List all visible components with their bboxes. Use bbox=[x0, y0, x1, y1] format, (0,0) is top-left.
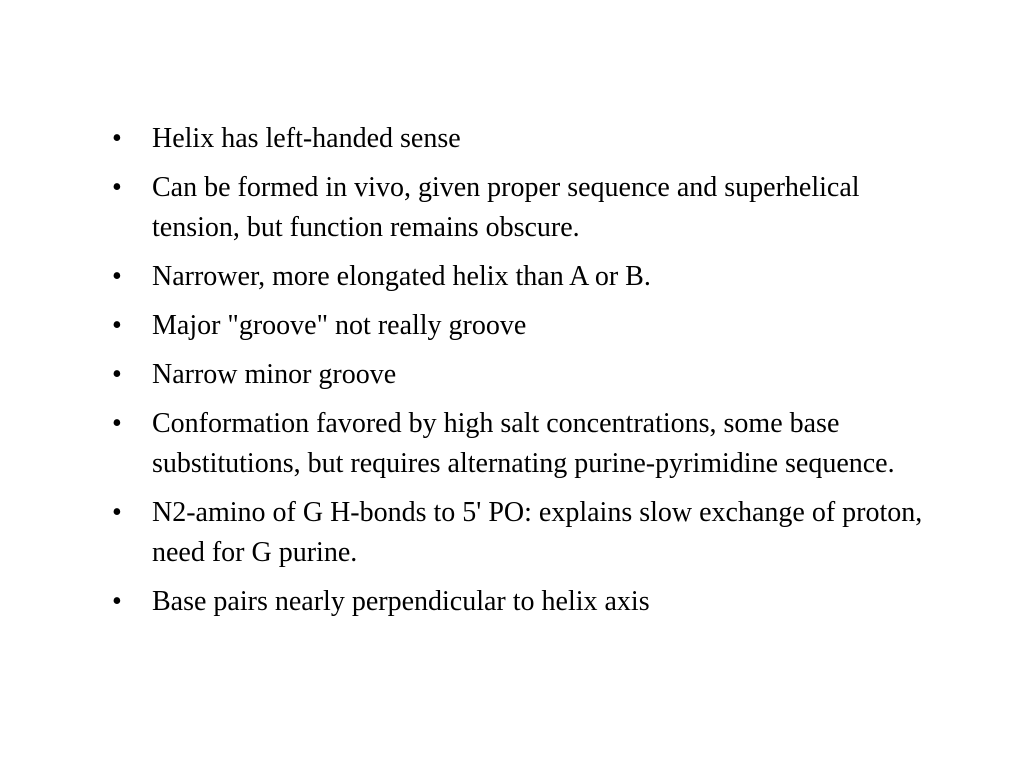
bullet-dot-icon: • bbox=[112, 261, 122, 292]
bullet-text: Can be formed in vivo, given proper sequence and superhelical tension, but function remains obscure. bbox=[152, 172, 860, 243]
bullet-item-left-handed bbox=[112, 119, 932, 159]
bullet-item-conformation bbox=[112, 404, 932, 484]
bullet-text: N2-amino of G H-bonds to 5' PO: explains slow exchange of proton, need for G purine. bbox=[152, 497, 923, 568]
bullet-dot-icon: • bbox=[112, 586, 122, 617]
bullet-dot-icon: • bbox=[112, 497, 122, 528]
bullet-dot-icon: • bbox=[112, 408, 122, 439]
bullet-item-base-pairs bbox=[112, 582, 932, 622]
bullet-text: Helix has left-handed sense bbox=[152, 123, 461, 154]
bullet-item-n2-amino bbox=[112, 493, 932, 573]
bullet-list bbox=[112, 119, 932, 631]
bullet-item-minor-groove bbox=[112, 355, 932, 395]
bullet-dot-icon: • bbox=[112, 359, 122, 390]
bullet-item-major-groove bbox=[112, 306, 932, 346]
bullet-text: Narrower, more elongated helix than A or B. bbox=[152, 261, 651, 292]
bullet-dot-icon: • bbox=[112, 172, 122, 203]
bullet-text: Base pairs nearly perpendicular to helix axis bbox=[152, 586, 650, 617]
bullet-dot-icon: • bbox=[112, 310, 122, 341]
bullet-item-in-vivo bbox=[112, 168, 932, 248]
bullet-dot-icon: • bbox=[112, 123, 122, 154]
bullet-text: Conformation favored by high salt concentrations, some base substitutions, but requires alternating purine-pyrimidine sequence. bbox=[152, 408, 895, 479]
bullet-text: Major "groove" not really groove bbox=[152, 310, 527, 341]
bullet-text: Narrow minor groove bbox=[152, 359, 397, 390]
bullet-item-narrower-helix bbox=[112, 257, 932, 297]
